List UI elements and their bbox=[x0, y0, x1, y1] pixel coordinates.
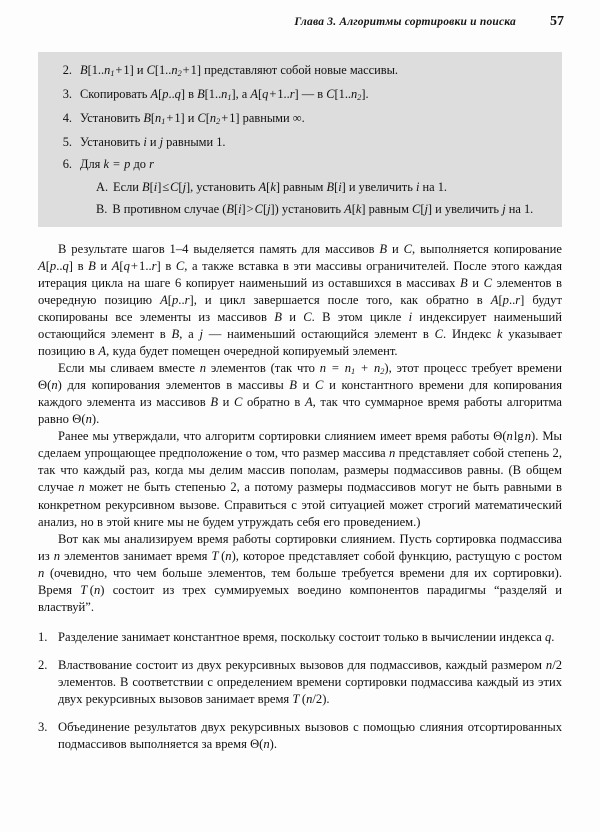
algorithm-step-text: Установить $B[n_1+1]$ и $C[n_2+1]$ равными ∞. bbox=[80, 110, 305, 126]
divide-conquer-item-text: Властвование состоит из двух рекурсивных вызовов для подмассивов, каждый размером n/2 элементов. В соответствии с определением времени сортировки подмассива каждый из этих двух рекурсивных вызовов занимает время T (n/2). bbox=[58, 658, 562, 707]
page-content bbox=[38, 52, 562, 753]
algorithm-step-number: 3. bbox=[62, 86, 72, 101]
divide-conquer-item bbox=[38, 629, 562, 646]
algorithm-step bbox=[50, 158, 548, 170]
divide-conquer-item-text: Объединение результатов двух рекурсивных вызовов с помощью слияния отсортированных подмассивов выполняется за время Θ(n). bbox=[58, 720, 562, 752]
algorithm-substep-text: В противном случае (B[i]>C[j]) установить A[k] равным C[j] и увеличить j на 1. bbox=[112, 202, 534, 217]
divide-conquer-item bbox=[38, 719, 562, 753]
algorithm-substep-letter: A. bbox=[96, 179, 109, 194]
body-paragraph: Ранее мы утверждали, что алгоритм сортировки слиянием имеет время работы Θ(n lg n). Мы сделаем упрощающее предположение о том, что размер массива n представляет собой степень 2, так что каждый раз, когда мы делим массив пополам, размеры подмассивов равны. (В общем случае n может не быть степенью 2, а потому размеры подмассивов могут не быть равными в конкретном рекурсивном вызове. Справиться с этой ситуацией может строгий математический анализ, но в этой книге мы не будем утруждать себя его проведением.) bbox=[38, 429, 563, 529]
algorithm-step-text: Скопировать A[p..q] в $B[1..n_1]$, а A[q+1..r] — в $C[1..n_2]$. bbox=[80, 86, 369, 102]
algorithm-substep bbox=[50, 203, 548, 215]
running-head bbox=[40, 14, 564, 34]
body-paragraph: В результате шагов 1–4 выделяется память для массивов B и C, выполняется копирование A[p..q] в B и A[q+1..r] в C, а также вставка в эти массивы ограничителей. После этого каждая итерация цикла на шаге 6 копирует наименьший из оставшихся в массивах B и C элементов в очередную позицию A[p..r], и цикл завершается после того, как обратно в A[p..r] будут скопированы все элементы из массивов B и C. В этом цикле i индексирует наименьший остающийся элемент в B, а j — наименьший остающийся элемент в C. Индекс k указывает позицию в A, куда будет помещен очередной копируемый элемент. bbox=[38, 241, 563, 358]
algorithm-step bbox=[50, 112, 548, 126]
algorithm-step bbox=[50, 64, 548, 78]
algorithm-step-number: 2. bbox=[62, 63, 72, 77]
body-paragraph: Вот как мы анализируем время работы сортировки слиянием. Пусть сортировка подмассива из n элементов занимает время T (n), которое представляет собой функцию, растущую с ростом n (очевидно, что чем больше элементов, тем больше требуется времени для их сортировки). Время T (n) состоит из трех суммируемых воедино компонентов парадигмы “разделяй и властвуй”. bbox=[38, 531, 562, 614]
divide-conquer-item-number: 2. bbox=[38, 658, 48, 673]
divide-conquer-item-number: 3. bbox=[38, 720, 48, 735]
body-paragraph: Если мы сливаем вместе n элементов (так что $n = n_1 + n_2$), этот процесс требует времени Θ(n) для копирования элементов в массивы B и C и константного времени для копирования каждого элемента из массивов B и C обратно в A, так что суммарное время работы алгоритма равно Θ(n). bbox=[38, 361, 563, 427]
running-head-title: Глава 3. Алгоритмы сортировки и поиска bbox=[294, 16, 516, 28]
page-number: 57 bbox=[550, 14, 564, 29]
algorithm-box bbox=[38, 52, 562, 227]
algorithm-step-list bbox=[50, 64, 548, 171]
divide-conquer-item bbox=[38, 657, 562, 708]
algorithm-step-number: 5. bbox=[62, 134, 72, 149]
algorithm-substep-text: Если B[i]≤C[j], установить A[k] равным B[i] и увеличить i на 1. bbox=[113, 179, 448, 194]
divide-conquer-item-number: 1. bbox=[38, 629, 48, 644]
algorithm-step-text: Установить i и j равными 1. bbox=[80, 134, 226, 149]
divide-conquer-list bbox=[38, 629, 562, 753]
algorithm-step-text: Для k = p до r bbox=[80, 157, 154, 172]
algorithm-substep-list bbox=[50, 181, 548, 216]
algorithm-substep bbox=[50, 181, 548, 193]
algorithm-step bbox=[50, 136, 548, 148]
algorithm-step-text: $B[1..n_1+1]$ и $C[1..n_2+1]$ представляют собой новые массивы. bbox=[80, 63, 399, 78]
divide-conquer-item-text: Разделение занимает константное время, поскольку состоит только в вычислении индекса q. bbox=[58, 629, 555, 644]
algorithm-step-number: 6. bbox=[62, 157, 72, 172]
algorithm-substep-letter: B. bbox=[96, 202, 108, 217]
algorithm-step-number: 4. bbox=[62, 110, 72, 125]
algorithm-step bbox=[50, 88, 548, 102]
